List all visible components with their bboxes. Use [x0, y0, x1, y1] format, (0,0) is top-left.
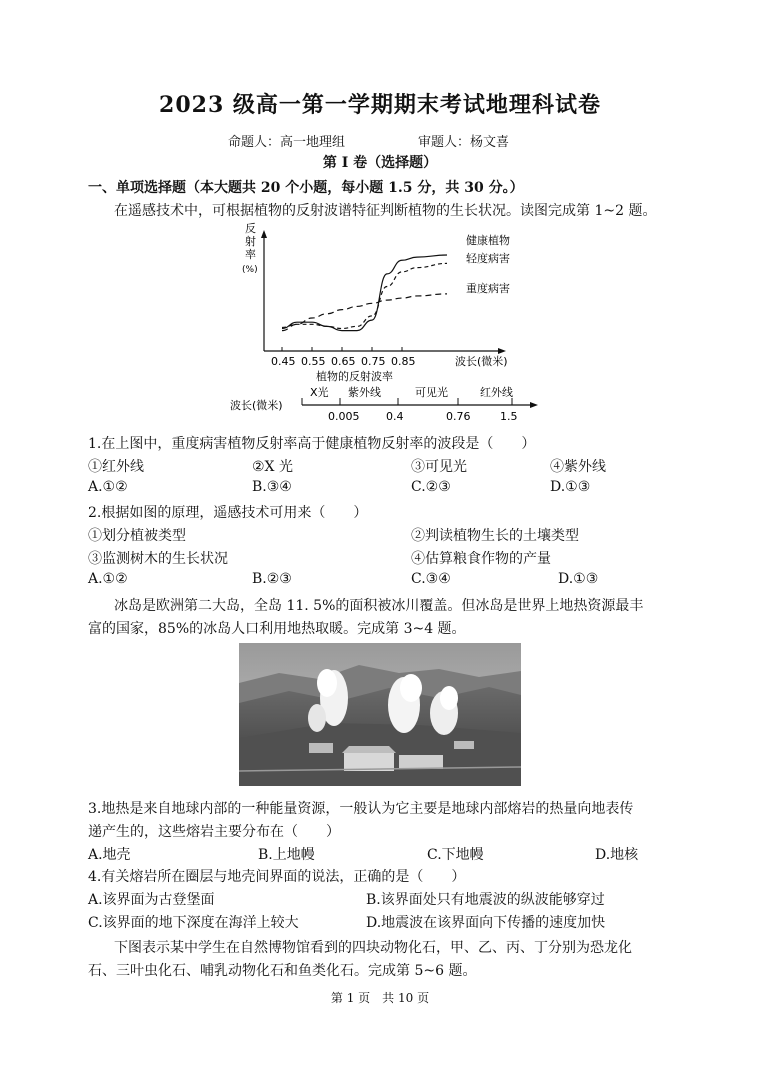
q3-choice-b[interactable]: B.上地幔 [258, 847, 315, 863]
y-label-1: 反 [245, 222, 256, 235]
steam-plume-3b [440, 686, 458, 710]
spectrum-tick-label-3: 1.5 [500, 410, 518, 423]
reviewer-info: 审题人：杨文喜 [418, 135, 510, 150]
building-3 [309, 743, 333, 753]
q2-opt2: ②判读植物生长的土壤类型 [411, 528, 579, 544]
building-4 [454, 741, 474, 749]
y-label-4: (%) [242, 265, 258, 275]
page-footer: 第 1 页 共 10 页 [330, 991, 430, 1005]
setter-info: 命题人：高一地理组 [228, 135, 346, 150]
x-tick-label-2: 0.65 [331, 355, 356, 368]
q4-choice-a[interactable]: A.该界面为古登堡面 [88, 892, 215, 908]
steam-plume-4 [308, 704, 326, 732]
q4-stem: 4.有关熔岩所在圈层与地壳间界面的说法，正确的是（ ） [88, 869, 466, 885]
q1-choice-b[interactable]: B.③④ [252, 479, 292, 495]
intro-q5-6-line2: 石、三叶虫化石、哺乳动物化石和鱼类化石。完成第 5~6 题。 [88, 963, 477, 979]
y-axis-arrow [261, 230, 267, 238]
spectrum-axis-arrow [530, 402, 538, 408]
q2-choice-d[interactable]: D.①③ [558, 571, 599, 587]
q1-choice-a[interactable]: A.①② [88, 479, 128, 495]
q2-choice-b[interactable]: B.②③ [252, 571, 292, 587]
q4-choice-c[interactable]: C.该界面的地下深度在海洋上较大 [88, 915, 299, 931]
q1-choice-c[interactable]: C.②③ [411, 479, 451, 495]
series-line-0 [282, 255, 447, 331]
q3-choice-d[interactable]: D.地核 [595, 847, 639, 863]
q2-stem: 2.根据如图的原理，遥感技术可用来（ ） [88, 505, 368, 521]
q2-opt4: ④估算粮食作物的产量 [411, 551, 551, 567]
series-label-0: 健康植物 [466, 234, 510, 247]
q4-choice-d[interactable]: D.地震波在该界面向下传播的速度加快 [366, 915, 606, 931]
series-label-2: 重度病害 [466, 282, 510, 295]
spectrum-band-label-0: X光 [310, 386, 329, 399]
series-group [282, 233, 510, 331]
intro-q3-4-line1: 冰岛是欧洲第二大岛，全岛 11. 5%的面积被冰川覆盖。但冰岛是世界上地热资源最丰 [114, 598, 644, 614]
q1-opt2: ②X 光 [252, 459, 293, 475]
y-label-3: 率 [245, 248, 256, 261]
q1-stem: 1.在上图中，重度病害植物反射率高于健康植物反射率的波段是（ ） [88, 436, 536, 452]
x-tick-label-4: 0.85 [391, 355, 416, 368]
q3-choice-a[interactable]: A.地壳 [88, 847, 131, 863]
geothermal-plant-photo [239, 643, 521, 786]
x-axis-arrow [498, 348, 506, 354]
spectrum-ticks [302, 385, 518, 423]
part-heading: 第 I 卷（选择题） [322, 155, 438, 171]
q2-choice-a[interactable]: A.①② [88, 571, 128, 587]
building-1-roof [342, 746, 396, 753]
q4-choice-b[interactable]: B.该界面处只有地震波的纵波能够穿过 [366, 892, 605, 908]
spectrum-tick-label-1: 0.4 [386, 410, 404, 423]
x-axis-label: 波长(微米) [455, 355, 508, 368]
series-label-1: 轻度病害 [466, 252, 510, 265]
q2-opt3: ③监测树木的生长状况 [88, 551, 228, 567]
series-line-1 [282, 263, 447, 328]
q3-stem-line2: 递产生的，这些熔岩主要分布在（ ） [88, 824, 340, 840]
page-title: 2023 级高一第一学期期末考试地理科试卷 [159, 92, 601, 118]
q2-opt1: ①划分植被类型 [88, 528, 186, 544]
intro-q3-4-line2: 富的国家，85%的冰岛人口利用地热取暖。完成第 3~4 题。 [88, 621, 466, 637]
q1-opt1: ①红外线 [88, 459, 144, 475]
spectrum-band-label-1: 紫外线 [348, 386, 381, 399]
building-2 [399, 755, 443, 769]
q1-choice-d[interactable]: D.①③ [550, 479, 591, 495]
q1-opt4: ④紫外线 [550, 459, 606, 475]
steam-plume-2b [400, 674, 422, 702]
spectrum-tick-label-2: 0.76 [446, 410, 471, 423]
x-ticks [271, 347, 416, 368]
spectrum-label: 波长(微米) [230, 399, 283, 412]
q1-opt3: ③可见光 [411, 459, 467, 475]
section-heading: 一、单项选择题（本大题共 20 个小题，每小题 1.5 分，共 30 分。） [88, 180, 524, 196]
x-tick-label-1: 0.55 [301, 355, 326, 368]
geothermal-photo-svg [239, 643, 521, 786]
chart-caption: 植物的反射波率 [316, 370, 393, 383]
q3-choice-c[interactable]: C.下地幔 [427, 847, 484, 863]
spectrum-tick-label-0: 0.005 [328, 410, 360, 423]
q2-choice-c[interactable]: C.③④ [411, 571, 451, 587]
intro-q5-6-line1: 下图表示某中学生在自然博物馆看到的四块动物化石，甲、乙、丙、丁分别为恐龙化 [114, 940, 632, 956]
x-tick-label-3: 0.75 [361, 355, 386, 368]
reflectance-chart-svg [230, 218, 540, 428]
spectrum-band-label-2: 可见光 [415, 386, 448, 399]
steam-plume-1b [317, 669, 337, 697]
x-tick-label-0: 0.45 [271, 355, 296, 368]
q3-stem-line1: 3.地热是来自地球内部的一种能量资源，一般认为它主要是地球内部熔岩的热量向地表传 [88, 801, 634, 817]
y-label-2: 射 [245, 235, 256, 248]
intro-q1-2: 在遥感技术中，可根据植物的反射波谱特征判断植物的生长状况。读图完成第 1~2 题。 [114, 203, 657, 219]
spectrum-band-label-3: 红外线 [480, 386, 513, 399]
reflectance-chart [230, 218, 540, 428]
